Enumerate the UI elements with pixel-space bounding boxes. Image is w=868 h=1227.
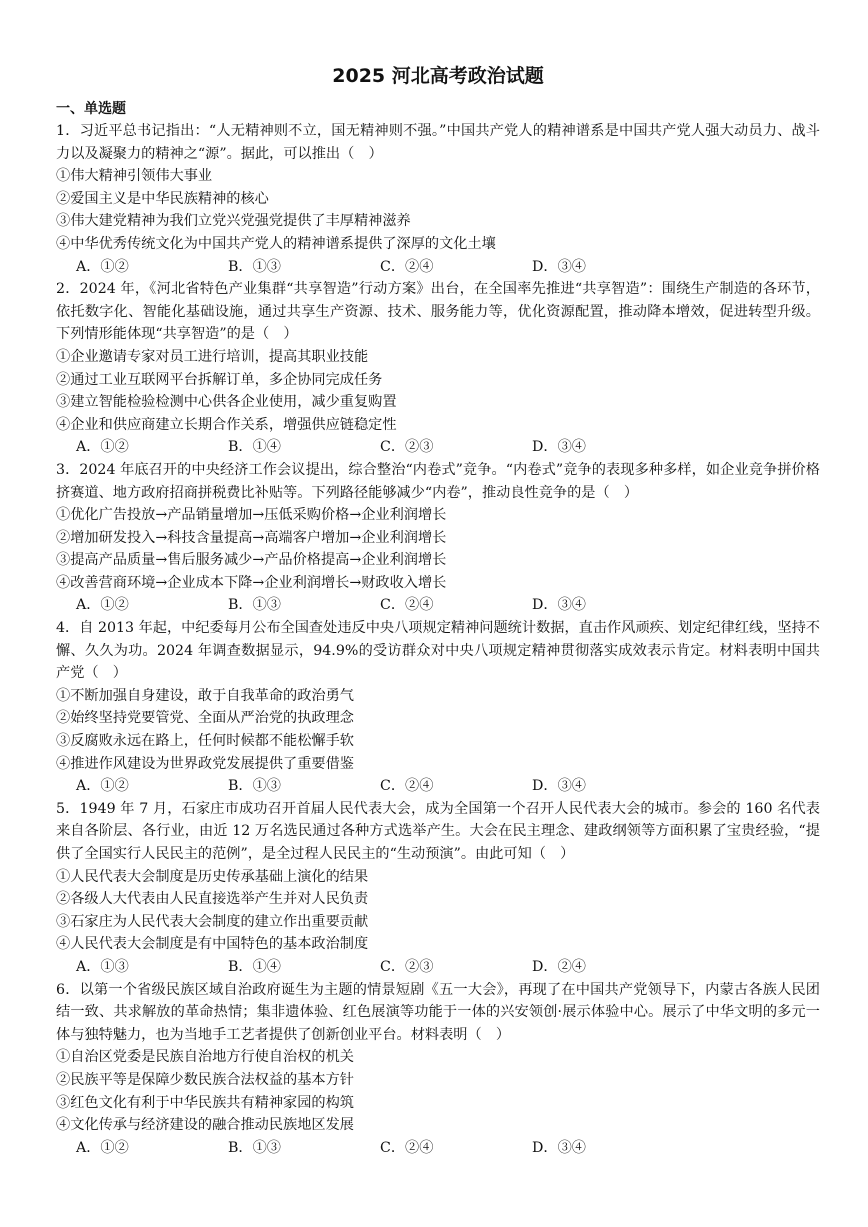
answer-choice: D．②④ [532,958,586,975]
answer-choices [76,1137,820,1160]
question-list [56,120,820,1159]
answer-choice: C．②③ [380,958,434,975]
statement-option: ②民族平等是保障少数民族合法权益的基本方针 [56,1071,354,1088]
section-heading: 一、单选题 [56,101,126,117]
answer-choices [76,436,820,459]
answer-choice: B．①③ [228,258,281,275]
answer-choice: A．①② [76,1139,129,1156]
answer-choice: A．①② [76,439,129,456]
answer-choice: C．②④ [380,1139,434,1156]
statement-option: ①人民代表大会制度是历史传承基础上演化的结果 [56,868,369,885]
question-stem: 1．习近平总书记指出：“人无精神则不立，国无精神则不强。”中国共产党人的精神谱系是中国共产党人强大动员力、战斗力以及凝聚力的精神之“源”。据此，可以推出（ ） [56,123,820,162]
answer-choices [76,256,820,279]
answer-choice: B．①③ [228,1139,281,1156]
answer-choice: D．③④ [532,778,586,795]
answer-choice: B．①③ [228,597,281,614]
question-stem: 2．2024 年，《河北省特色产业集群“共享智造”行动方案》出台，在全国率先推进“共享智造”：围绕生产制造的各环节，依托数字化、智能化基础设施，通过共享生产资源、技术、服务能力等，优化资源配置，推动降本增效，促进转型升级。下列情形能体现“共享智造”的是（ ） [56,281,820,343]
statement-option: ②通过工业互联网平台拆解订单，多企协同完成任务 [56,371,383,388]
question-stem: 3．2024 年底召开的中央经济工作会议提出，综合整治“内卷式”竞争。“内卷式”竞争的表现多种多样，如企业竞争拼价格挤赛道、地方政府招商拼税费比补贴等。下列路径能够减少“内卷”，推动良性竞争的是（ ） [56,461,820,501]
answer-choice: A．①② [76,258,129,275]
statement-option: ①不断加强自身建设，敢于自我革命的政治勇气 [56,687,354,704]
answer-choice: C．②④ [380,597,434,614]
answer-choice: C．②③ [380,439,434,456]
answer-choices [76,956,820,979]
statement-option: ②爱国主义是中华民族精神的核心 [56,190,269,207]
statement-option: ④文化传承与经济建设的融合推动民族地区发展 [56,1117,354,1134]
answer-choice: D．③④ [532,597,586,614]
statement-option: ③提高产品质量→售后服务减少→产品价格提高→企业利润增长 [56,552,447,569]
statement-option: ③石家庄为人民代表大会制度的建立作出重要贡献 [56,913,369,930]
answer-choice: A．①② [76,778,129,795]
statement-option: ③建立智能检验检测中心供各企业使用，减少重复购置 [56,394,397,411]
statement-option: ③红色文化有利于中华民族共有精神家园的构筑 [56,1094,354,1111]
statement-option: ④企业和供应商建立长期合作关系，增强供应链稳定性 [56,416,397,433]
answer-choice: B．①④ [228,958,281,975]
statement-option: ④人民代表大会制度是有中国特色的基本政治制度 [56,936,369,953]
answer-choice: A．①② [76,597,129,614]
answer-choices [76,775,820,798]
question-6 [56,979,820,1160]
statement-option: ③伟大建党精神为我们立党兴党强党提供了丰厚精神滋养 [56,213,411,230]
statement-option: ②增加研发投入→科技含量提高→高端客户增加→企业利润增长 [56,529,447,546]
question-3 [56,459,820,617]
question-4 [56,617,820,798]
statement-option: ④中华优秀传统文化为中国共产党人的精神谱系提供了深厚的文化土壤 [56,235,496,252]
question-1 [56,120,820,278]
statement-option: ②各级人大代表由人民直接选举产生并对人民负责 [56,891,369,908]
answer-choice: B．①③ [228,778,281,795]
answer-choice: D．③④ [532,1139,586,1156]
answer-choice: A．①③ [76,958,129,975]
answer-choice: B．①④ [228,439,281,456]
statement-option: ①伟大精神引领伟大事业 [56,168,213,185]
question-5 [56,798,820,979]
statement-option: ③反腐败永远在路上，任何时候都不能松懈手软 [56,733,354,750]
answer-choice: C．②④ [380,258,434,275]
statement-option: ④推进作风建设为世界政党发展提供了重要借鉴 [56,755,354,772]
page-title: 2025 河北高考政治试题 [332,65,544,87]
question-2 [56,278,820,459]
answer-choice: D．③④ [532,258,586,275]
statement-option: ④改善营商环境→企业成本下降→企业利润增长→财政收入增长 [56,574,447,591]
statement-option: ①自治区党委是民族自治地方行使自治权的机关 [56,1049,354,1066]
statement-option: ①企业邀请专家对员工进行培训，提高其职业技能 [56,348,369,365]
statement-option: ①优化广告投放→产品销量增加→压低采购价格→企业利润增长 [56,507,447,524]
question-stem: 6．以第一个省级民族区域自治政府诞生为主题的情景短剧《五一大会》，再现了在中国共产党领导下，内蒙古各族人民团结一致、共求解放的革命热情；集非遗体验、红色展演等功能于一体的兴安领创·展示体验中心。展示了中华文明的多元一体与独特魅力，也为当地手工艺者提供了创新创业平台。材料表明（ ） [56,981,820,1043]
question-stem: 4．自 2013 年起，中纪委每月公布全国查处违反中央八项规定精神问题统计数据，直击作风顽疾、划定纪律红线，坚持不懈、久久为功。2024 年调查数据显示，94.9%的受访群众对中央八项规定精神贯彻落实成效表示肯定。材料表明中国共产党（ ） [56,620,820,682]
statement-option: ②始终坚持党要管党、全面从严治党的执政理念 [56,710,354,727]
answer-choice: D．③④ [532,439,586,456]
answer-choices [76,594,820,617]
answer-choice: C．②④ [380,778,434,795]
question-stem: 5．1949 年 7 月，石家庄市成功召开首届人民代表大会，成为全国第一个召开人民代表大会的城市。参会的 160 名代表来自各阶层、各行业，由近 12 万名选民通过各种方式选举产生。大会在民主理念、建政纲领等方面积累了宝贵经验，“提供了全国实行人民民主的范例”，是全过程人民民主的“生动预演”。由此可知（ ） [56,800,820,862]
